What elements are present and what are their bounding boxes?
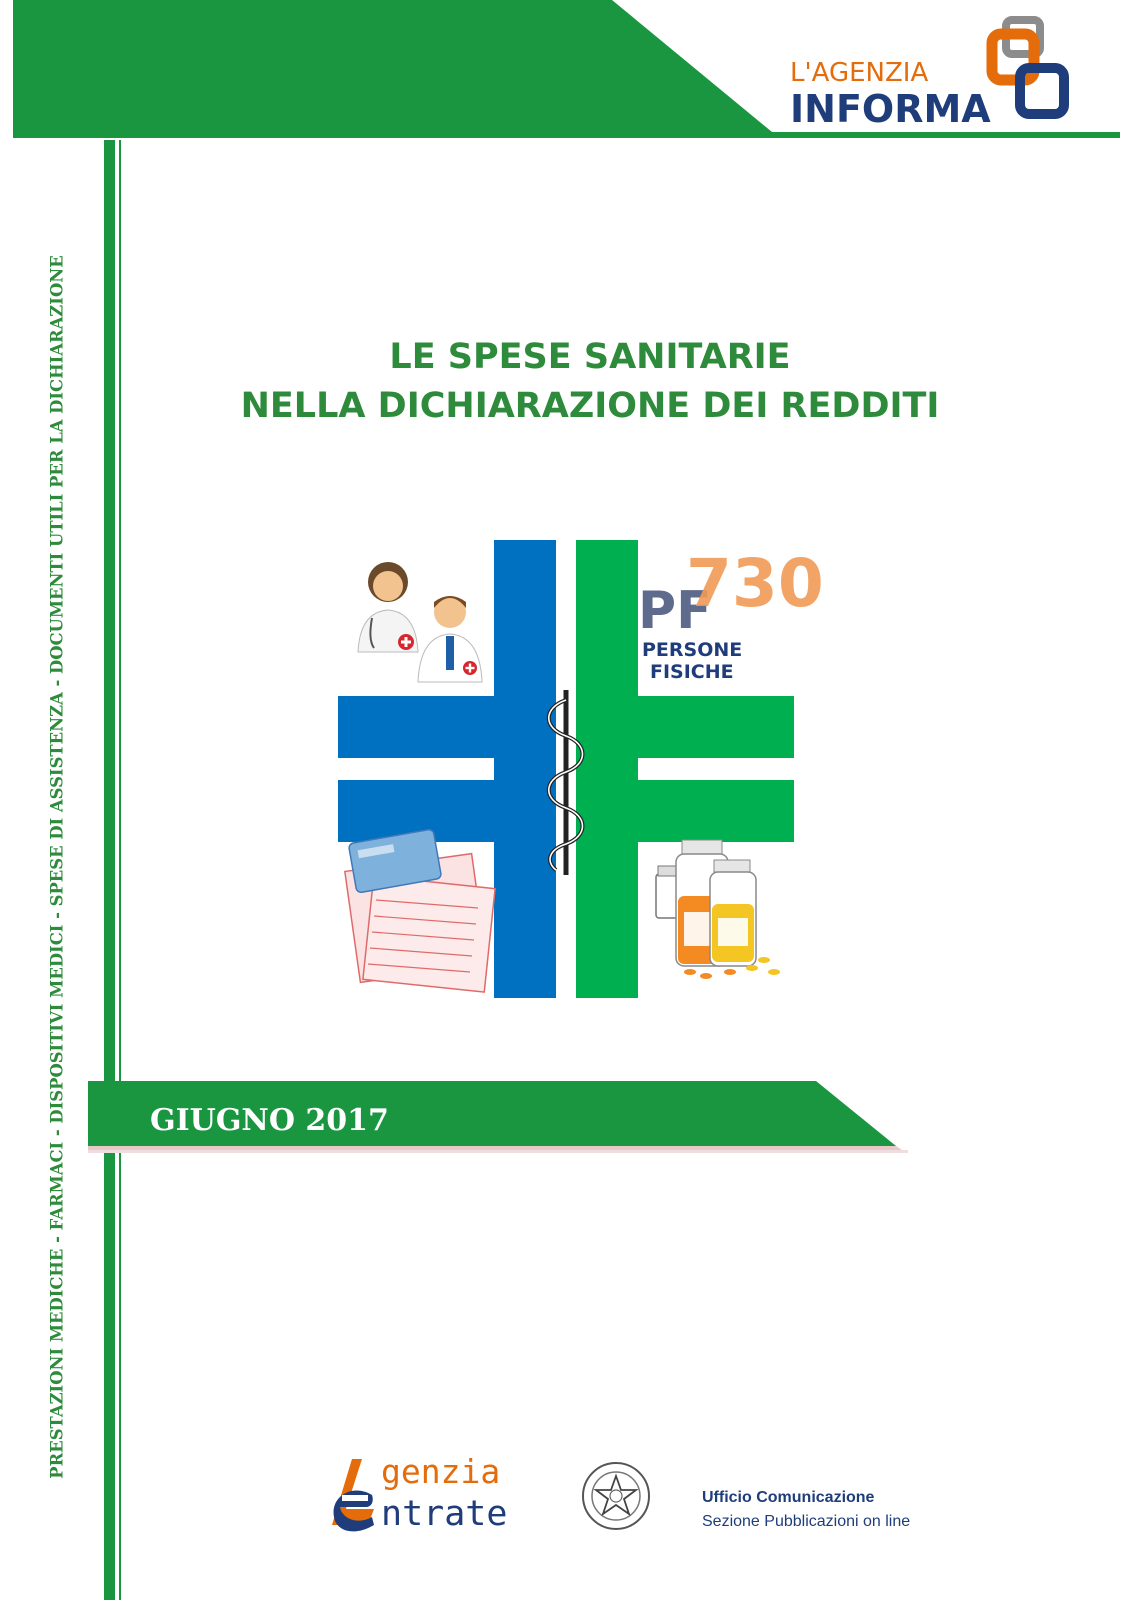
office-info xyxy=(702,1490,910,1530)
medicine-bottles-graphic xyxy=(656,840,780,979)
blue-cross-upper-arm xyxy=(338,696,556,758)
document-title-line-1: LE SPESE SANITARIE xyxy=(389,337,791,377)
svg-text:FISICHE: FISICHE xyxy=(650,661,734,683)
agenzia-entrate-logo xyxy=(322,1452,662,1547)
health-cross-illustration xyxy=(338,540,824,998)
green-cross-upper-arm xyxy=(576,696,794,758)
document-title-line-2: NELLA DICHIARAZIONE DEI REDDITI xyxy=(240,386,940,426)
svg-text:PERSONE: PERSONE xyxy=(642,639,743,661)
logo-line-1: L'AGENZIA xyxy=(790,58,929,88)
agency-name-line-2: ntrate xyxy=(381,1494,508,1534)
left-rule-thin xyxy=(119,140,121,1600)
receipts-graphic xyxy=(345,829,495,992)
side-caption xyxy=(42,205,72,1530)
italian-republic-emblem xyxy=(579,1456,653,1536)
agency-name-line-1: genzia xyxy=(381,1452,501,1491)
office-section: Sezione Pubblicazioni on line xyxy=(702,1513,911,1530)
green-cross-lower-arm xyxy=(576,780,794,842)
green-cross-vertical xyxy=(576,540,638,998)
office-name: Ufficio Comunicazione xyxy=(702,1489,875,1506)
blue-cross-lower-arm xyxy=(338,780,556,842)
publication-date: GIUGNO 2017 xyxy=(150,1103,389,1138)
agenzia-informa-logo xyxy=(790,16,1080,134)
logo-line-2: INFORMA xyxy=(790,87,991,131)
blue-cross-vertical xyxy=(494,540,556,998)
left-rule-thick xyxy=(104,140,115,1600)
agenzia-entrate-a-icon xyxy=(322,1455,382,1535)
linked-squares-icon xyxy=(986,16,1076,116)
svg-text:PF: PF xyxy=(638,581,712,641)
svg-text:730: 730 xyxy=(686,545,824,622)
side-caption-text: PRESTAZIONI MEDICHE - FARMACI - DISPOSITIVI MEDICI - SPESE DI ASSISTENZA - DOCUMENTI UTILI PER LA DICHIARAZIONE xyxy=(47,255,67,1479)
